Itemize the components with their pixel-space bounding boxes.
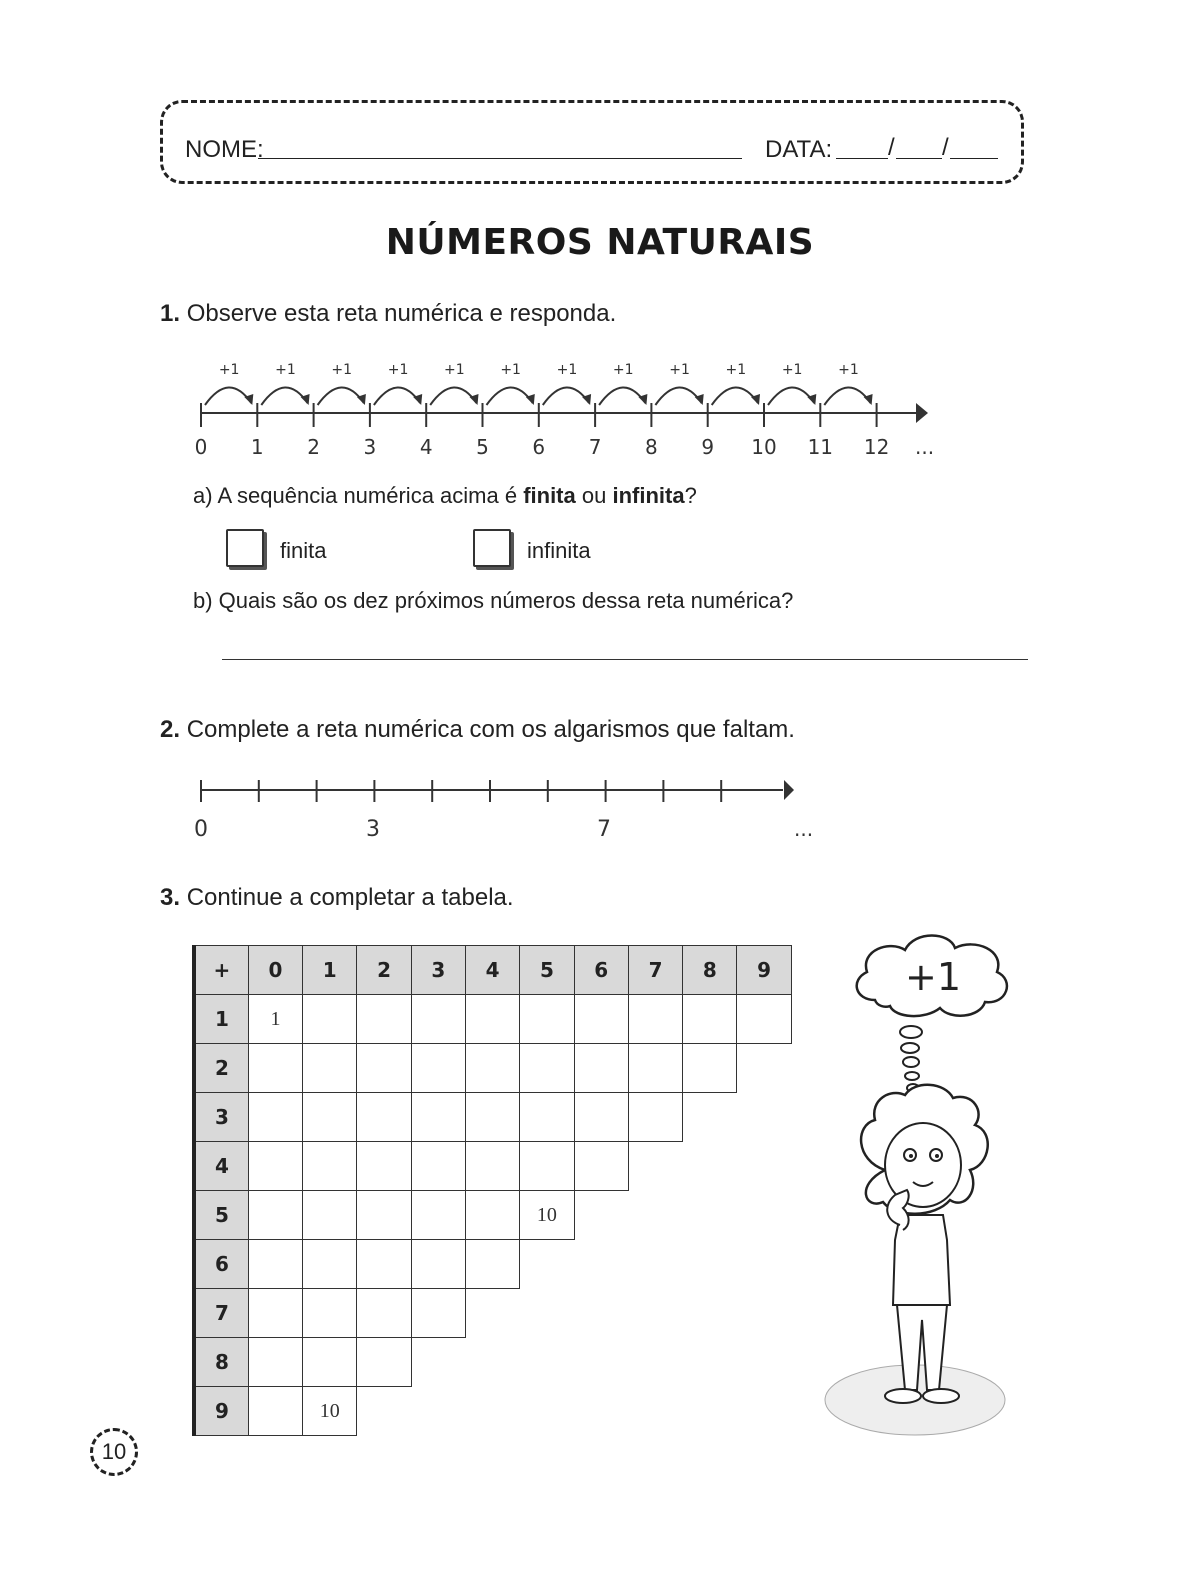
empty-space xyxy=(574,1338,628,1387)
row-header: 3 xyxy=(194,1093,248,1142)
table-header-row xyxy=(194,946,791,995)
table-cell[interactable] xyxy=(303,1142,357,1191)
row-header: 9 xyxy=(194,1387,248,1436)
table-cell[interactable] xyxy=(248,1338,302,1387)
table-row xyxy=(194,1191,791,1240)
empty-space xyxy=(411,1387,465,1436)
column-header: 1 xyxy=(303,946,357,995)
table-cell[interactable] xyxy=(465,1044,519,1093)
empty-space xyxy=(683,1093,737,1142)
table-row xyxy=(194,1142,791,1191)
table-cell[interactable] xyxy=(411,1289,465,1338)
ellipsis: ... xyxy=(915,435,935,459)
empty-space xyxy=(737,1338,791,1387)
step-label: +1 xyxy=(838,362,859,378)
table-cell[interactable] xyxy=(248,1191,302,1240)
table-cell[interactable] xyxy=(248,1387,302,1436)
table-cell[interactable] xyxy=(520,1142,574,1191)
empty-space xyxy=(465,1338,519,1387)
table-row xyxy=(194,1240,791,1289)
column-header: 0 xyxy=(248,946,302,995)
empty-space xyxy=(683,1191,737,1240)
table-cell[interactable] xyxy=(411,1044,465,1093)
table-corner: + xyxy=(194,946,248,995)
question-1b: b) Quais são os dez próximos números dessa reta numérica? xyxy=(193,588,794,613)
table-cell[interactable] xyxy=(248,1044,302,1093)
table-cell[interactable] xyxy=(411,1191,465,1240)
table-cell[interactable] xyxy=(411,1142,465,1191)
axis-arrow-icon xyxy=(784,780,794,800)
table-cell[interactable] xyxy=(411,1240,465,1289)
name-label: NOME: xyxy=(185,136,264,163)
empty-space xyxy=(520,1240,574,1289)
empty-space xyxy=(737,1191,791,1240)
question-1 xyxy=(160,300,616,328)
date-separator: / xyxy=(942,134,949,161)
question-text: Observe esta reta numérica e responda. xyxy=(186,300,617,327)
tick-label: 4 xyxy=(419,435,433,459)
table-cell[interactable] xyxy=(303,1338,357,1387)
tick-label: 7 xyxy=(588,435,602,459)
empty-space xyxy=(357,1387,411,1436)
option-infinita-label: infinita xyxy=(527,538,591,563)
empty-space xyxy=(683,1289,737,1338)
addition-table xyxy=(192,945,792,1436)
date-year-field[interactable] xyxy=(950,158,998,159)
question-number: 2. xyxy=(160,716,181,743)
empty-space xyxy=(465,1387,519,1436)
tick-label: 3 xyxy=(363,435,377,459)
table-cell[interactable] xyxy=(520,995,574,1044)
table-row xyxy=(194,995,791,1044)
empty-space xyxy=(628,1142,682,1191)
date-month-field[interactable] xyxy=(896,158,942,159)
step-label: +1 xyxy=(275,362,296,378)
step-arc xyxy=(430,387,476,405)
number-line-2 xyxy=(180,770,820,850)
table-cell[interactable] xyxy=(411,995,465,1044)
question-1a-word-infinita: infinita xyxy=(612,483,685,508)
number-line-1 xyxy=(180,355,960,465)
question-number: 3. xyxy=(160,884,181,911)
table-cell[interactable] xyxy=(465,1093,519,1142)
question-3 xyxy=(160,884,514,912)
table-cell[interactable] xyxy=(248,1240,302,1289)
shirt xyxy=(893,1215,950,1305)
question-number: 1. xyxy=(160,300,181,327)
table-cell[interactable] xyxy=(303,1191,357,1240)
row-header: 5 xyxy=(194,1191,248,1240)
table-cell[interactable] xyxy=(248,1289,302,1338)
empty-space xyxy=(574,1289,628,1338)
table-cell: 10 xyxy=(520,1191,574,1240)
table-cell[interactable] xyxy=(574,995,628,1044)
tick-label: 1 xyxy=(250,435,264,459)
empty-space xyxy=(683,1387,737,1436)
row-header: 8 xyxy=(194,1338,248,1387)
column-header: 7 xyxy=(628,946,682,995)
tick-label: 12 xyxy=(863,435,890,459)
table-cell[interactable] xyxy=(683,995,737,1044)
table-cell[interactable] xyxy=(520,1044,574,1093)
table-cell[interactable] xyxy=(248,1093,302,1142)
table-cell[interactable] xyxy=(303,995,357,1044)
table-cell[interactable] xyxy=(357,1093,411,1142)
table-cell[interactable] xyxy=(465,1240,519,1289)
empty-space xyxy=(683,1338,737,1387)
row-header: 6 xyxy=(194,1240,248,1289)
name-field[interactable] xyxy=(258,158,742,159)
step-label: +1 xyxy=(669,362,690,378)
empty-space xyxy=(628,1338,682,1387)
question-text: Complete a reta numérica com os algarismos que faltam. xyxy=(186,716,795,743)
date-label: DATA: xyxy=(765,136,833,163)
question-1a-connector: ou xyxy=(575,483,613,508)
table-cell[interactable] xyxy=(411,1093,465,1142)
empty-space xyxy=(737,1289,791,1338)
column-header: 9 xyxy=(737,946,791,995)
step-label: +1 xyxy=(556,362,578,378)
empty-space xyxy=(683,1142,737,1191)
empty-space xyxy=(520,1387,574,1436)
step-label: +1 xyxy=(725,362,747,378)
step-arc xyxy=(487,387,533,405)
step-arc xyxy=(205,387,251,405)
table-cell[interactable] xyxy=(357,1289,411,1338)
table-cell[interactable] xyxy=(574,1093,628,1142)
column-header: 8 xyxy=(683,946,737,995)
table-row xyxy=(194,1387,791,1436)
row-header: 7 xyxy=(194,1289,248,1338)
question-1a xyxy=(193,483,697,509)
empty-space xyxy=(737,1240,791,1289)
tick-label: 8 xyxy=(645,435,658,459)
step-arc xyxy=(599,387,645,405)
empty-space xyxy=(628,1240,682,1289)
table-cell[interactable] xyxy=(683,1044,737,1093)
step-arc xyxy=(768,387,814,405)
step-label: +1 xyxy=(500,362,521,378)
tick-label: 6 xyxy=(532,435,546,459)
checkbox-finita[interactable] xyxy=(226,529,264,567)
tick-label: 9 xyxy=(701,435,715,459)
empty-space xyxy=(737,1387,791,1436)
thought-text: +1 xyxy=(904,955,962,999)
column-header: 5 xyxy=(520,946,574,995)
table-row xyxy=(194,1093,791,1142)
tick-label: 11 xyxy=(807,435,834,459)
page-number: 10 xyxy=(90,1428,138,1476)
page-title: NÚMEROS NATURAIS xyxy=(385,222,815,263)
table-cell[interactable] xyxy=(357,995,411,1044)
row-header: 4 xyxy=(194,1142,248,1191)
empty-space xyxy=(628,1387,682,1436)
table-cell[interactable] xyxy=(465,1191,519,1240)
question-2 xyxy=(160,716,795,744)
table-cell[interactable] xyxy=(357,1240,411,1289)
tick-label: 2 xyxy=(307,435,320,459)
empty-space xyxy=(737,1142,791,1191)
option-finita-label: finita xyxy=(280,538,327,563)
step-label: +1 xyxy=(444,362,465,378)
question-1a-word-finita: finita xyxy=(523,483,576,508)
step-arc xyxy=(824,387,870,405)
table-cell[interactable] xyxy=(303,1093,357,1142)
column-header: 3 xyxy=(411,946,465,995)
step-label: +1 xyxy=(387,362,409,378)
table-cell[interactable] xyxy=(574,1142,628,1191)
thinking-girl-illustration xyxy=(815,920,1025,1445)
table-cell[interactable] xyxy=(357,1191,411,1240)
table-cell[interactable] xyxy=(628,995,682,1044)
empty-space xyxy=(683,1240,737,1289)
question-1a-text: a) A sequência numérica acima é xyxy=(193,483,524,508)
table-cell[interactable] xyxy=(303,1289,357,1338)
empty-space xyxy=(737,1093,791,1142)
column-header: 6 xyxy=(574,946,628,995)
empty-space xyxy=(465,1289,519,1338)
empty-space xyxy=(574,1240,628,1289)
table-row xyxy=(194,1289,791,1338)
step-arc xyxy=(374,387,420,405)
answer-line[interactable] xyxy=(222,659,1028,660)
table-row xyxy=(194,1044,791,1093)
table-cell[interactable] xyxy=(303,1240,357,1289)
table-cell[interactable] xyxy=(248,1142,302,1191)
tick-label: 3 xyxy=(366,817,380,842)
table-cell[interactable] xyxy=(357,1338,411,1387)
ellipsis: ... xyxy=(794,817,814,841)
date-day-field[interactable] xyxy=(836,158,888,159)
table-cell[interactable] xyxy=(357,1142,411,1191)
axis-arrow-icon xyxy=(916,403,928,423)
table-cell[interactable] xyxy=(303,1044,357,1093)
tick-label: 0 xyxy=(194,435,208,459)
question-text: Continue a completar a tabela. xyxy=(186,884,514,911)
table-cell[interactable] xyxy=(628,1093,682,1142)
table-cell[interactable] xyxy=(628,1044,682,1093)
table-row xyxy=(194,1338,791,1387)
step-arc xyxy=(655,387,701,405)
table-cell: 1 xyxy=(248,995,302,1044)
step-arc xyxy=(318,387,364,405)
step-label: +1 xyxy=(781,362,803,378)
table-cell[interactable] xyxy=(465,1142,519,1191)
table-cell[interactable] xyxy=(737,995,791,1044)
question-1a-mark: ? xyxy=(684,483,697,508)
table-cell[interactable] xyxy=(520,1093,574,1142)
step-label: +1 xyxy=(612,362,634,378)
row-header: 1 xyxy=(194,995,248,1044)
step-arc xyxy=(261,387,307,405)
step-label: +1 xyxy=(331,362,353,378)
column-header: 4 xyxy=(465,946,519,995)
empty-space xyxy=(411,1338,465,1387)
table-cell: 10 xyxy=(303,1387,357,1436)
empty-space xyxy=(628,1289,682,1338)
step-arc xyxy=(543,387,589,405)
step-label: +1 xyxy=(218,362,240,378)
checkbox-infinita[interactable] xyxy=(473,529,511,567)
tick-label: 0 xyxy=(194,817,208,842)
empty-space xyxy=(520,1289,574,1338)
row-header: 2 xyxy=(194,1044,248,1093)
empty-space xyxy=(737,1044,791,1093)
table-cell[interactable] xyxy=(465,995,519,1044)
tick-label: 7 xyxy=(597,817,611,842)
table-cell[interactable] xyxy=(357,1044,411,1093)
tick-label: 10 xyxy=(751,435,777,459)
table-cell[interactable] xyxy=(574,1044,628,1093)
step-arc xyxy=(712,387,758,405)
tick-label: 5 xyxy=(476,435,489,459)
column-header: 2 xyxy=(357,946,411,995)
empty-space xyxy=(520,1338,574,1387)
empty-space xyxy=(574,1191,628,1240)
empty-space xyxy=(574,1387,628,1436)
date-separator: / xyxy=(888,134,895,161)
empty-space xyxy=(628,1191,682,1240)
